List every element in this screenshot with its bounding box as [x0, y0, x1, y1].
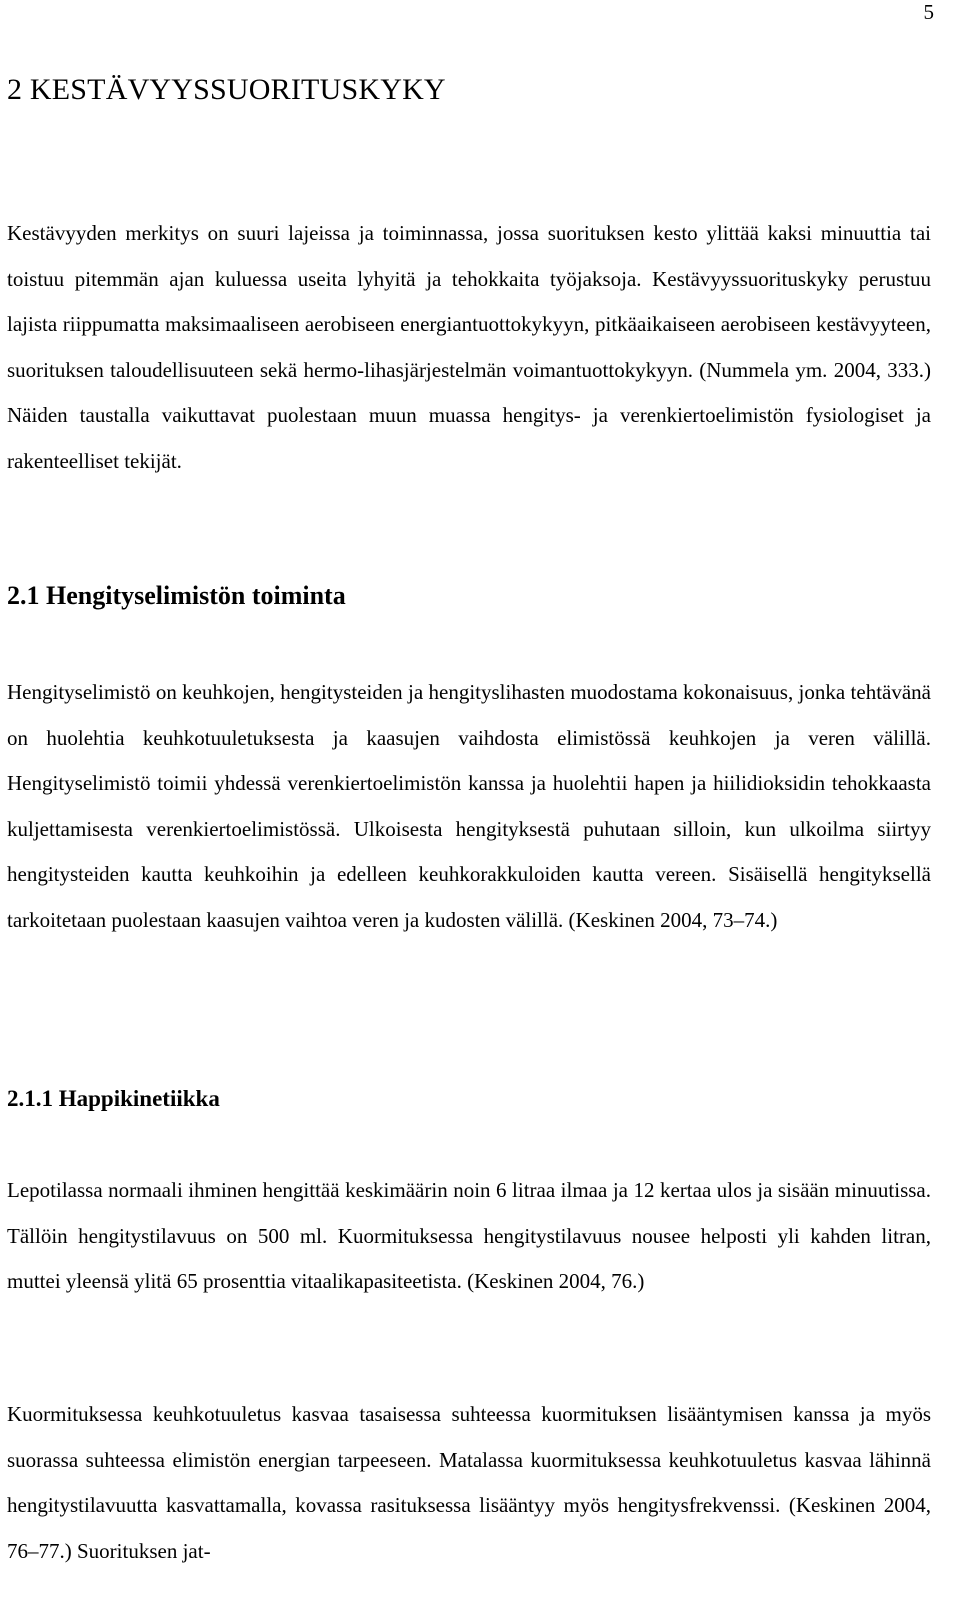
section-2-1-paragraph: Hengityselimistö on keuhkojen, hengitysteiden ja hengityslihasten muodostama kokonaisuus, jonka tehtävänä on huolehtia keuhkotuuletuksesta ja kaasujen vaihdosta elimistössä keuhkojen ja veren välillä. Hengityselimistö toimii yhdessä verenkiertoelimistön kanssa ja huolehtii hapen ja hiilidioksidin tehokkaasta kuljettamisesta verenkiertoelimistössä. Ulkoisesta hengityksestä puhutaan silloin, kun ulkoilma siirtyy hengitysteiden kautta keuhkoihin ja edelleen keuhkorakkuloiden kautta vereen. Sisäisellä hengityksellä tarkoitetaan puolestaan kaasujen vaihtoa veren ja kudosten välillä. (Keskinen 2004, 73–74.)	[7, 680, 931, 932]
intro-paragraph: Kestävyyden merkitys on suuri lajeissa ja toiminnassa, jossa suorituksen kesto ylittää kaksi minuuttia tai toistuu pitemmän ajan kuluessa useita lyhyitä ja tehokkaita työjaksoja. Kestävyyssuorituskyky perustuu lajista riippumatta maksimaaliseen aerobiseen energiantuottokykyyn, pitkäaikaiseen aerobiseen kestävyyteen, suorituksen taloudellisuuteen sekä hermo-lihasjärjestelmän voimantuottokykyyn. (Nummela ym. 2004, 333.) Näiden taustalla vaikuttavat puolestaan muun muassa hengitys- ja verenkiertoelimistön fysiologiset ja rakenteelliset tekijät.	[7, 221, 931, 473]
page-number: 5	[923, 0, 934, 24]
chapter-title: 2 KESTÄVYYSSUORITUSKYKY	[7, 73, 446, 106]
section-2-1-heading: 2.1 Hengityselimistön toiminta	[7, 581, 346, 610]
section-2-1-1-heading: 2.1.1 Happikinetiikka	[7, 1086, 220, 1111]
section-2-1-1-paragraph-2: Kuormituksessa keuhkotuuletus kasvaa tasaisessa suhteessa kuormituksen lisääntymisen kanssa ja myös suorassa suhteessa elimistön energian tarpeeseen. Matalassa kuormituksessa keuhkotuuletus kasvaa lähinnä hengitystilavuutta kasvattamalla, kovassa rasituksessa lisääntyy myös hengitysfrekvenssi. (Keskinen 2004, 76–77.) Suorituksen jat-	[7, 1402, 931, 1563]
section-2-1-1-paragraph-1: Lepotilassa normaali ihminen hengittää keskimäärin noin 6 litraa ilmaa ja 12 kertaa ulos ja sisään minuutissa. Tällöin hengitystilavuus on 500 ml. Kuormituksessa hengitystilavuus nousee helposti yli kahden litran, muttei yleensä ylitä 65 prosenttia vitaalikapasiteetista. (Keskinen 2004, 76.)	[7, 1178, 931, 1293]
